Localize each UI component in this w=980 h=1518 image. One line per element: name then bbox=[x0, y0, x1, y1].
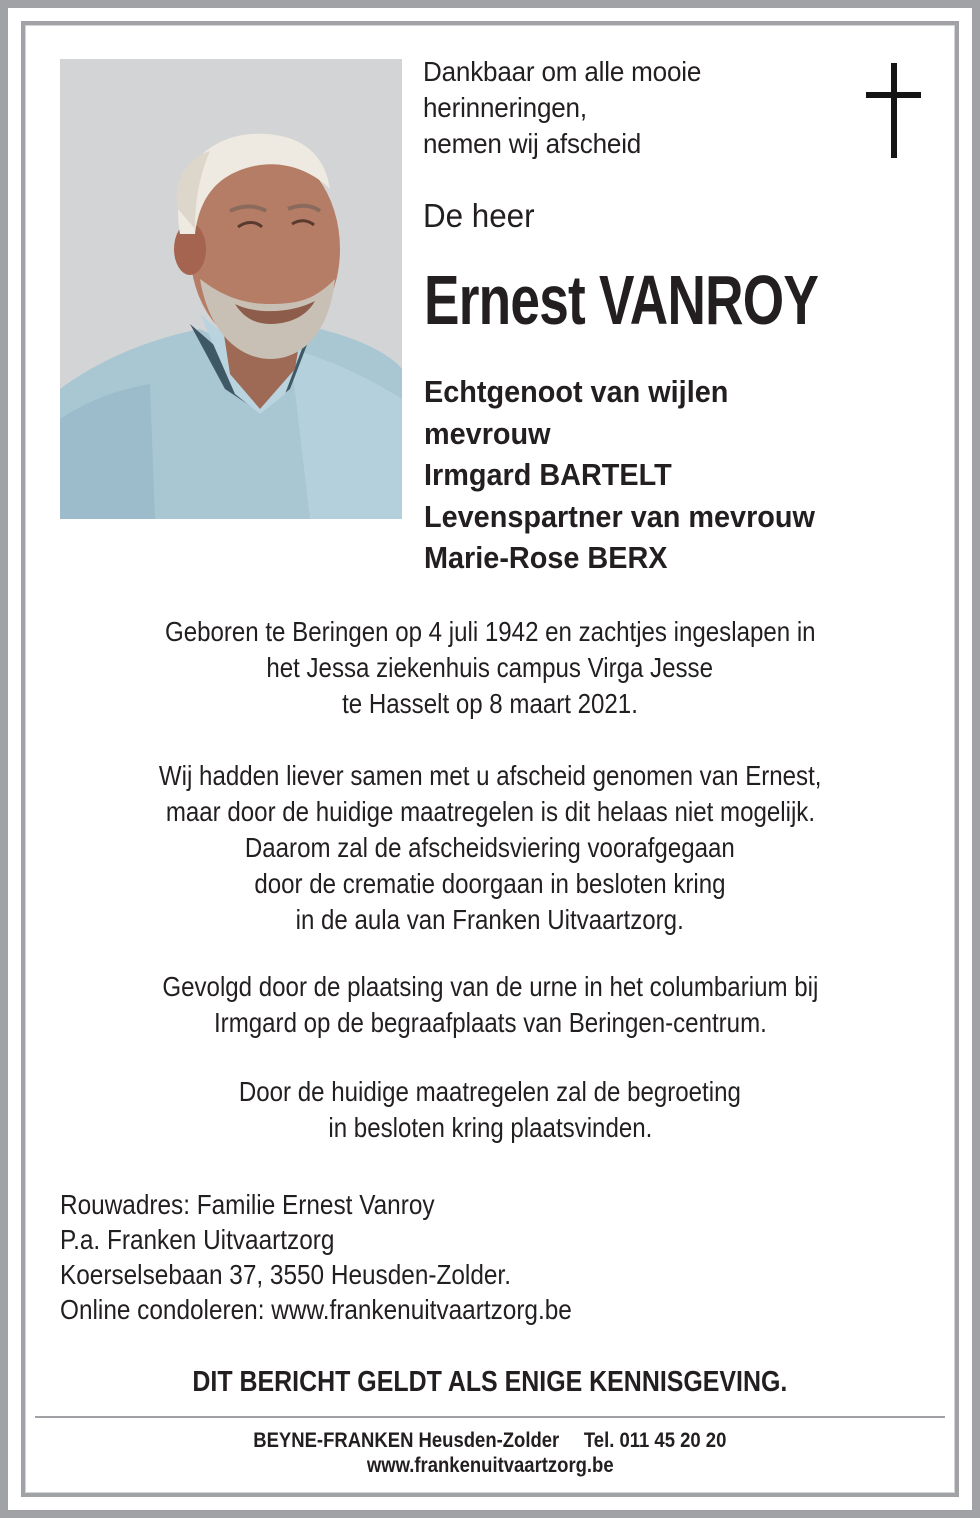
paragraph-line: maar door de huidige maatregelen is dit helaas niet mogelijk. bbox=[165, 796, 815, 827]
salutation: De heer bbox=[423, 197, 535, 234]
relation-line: Irmgard BARTELT bbox=[424, 457, 672, 492]
paragraph-line: door de crematie doorgaan in besloten kring bbox=[254, 868, 726, 899]
paragraph-line: te Hasselt op 8 maart 2021. bbox=[342, 688, 638, 719]
address-line: Koerselsebaan 37, 3550 Heusden-Zolder. bbox=[60, 1259, 511, 1290]
intro-line: herinneringen, bbox=[423, 92, 587, 123]
paragraph-line: in besloten kring plaatsvinden. bbox=[328, 1112, 652, 1143]
condolence-link[interactable]: Online condoleren: www.frankenuitvaartzorg.be bbox=[60, 1294, 572, 1325]
intro-text bbox=[423, 54, 814, 162]
relation-line: Echtgenoot van wijlen bbox=[424, 374, 729, 409]
intro-line: nemen wij afscheid bbox=[423, 128, 642, 159]
relation-line: mevrouw bbox=[424, 415, 551, 451]
ceremony-paragraph bbox=[35, 758, 945, 938]
funeral-home-name: BEYNE-FRANKEN Heusden-Zolder bbox=[253, 1429, 560, 1452]
address-line: P.a. Franken Uitvaartzorg bbox=[60, 1224, 335, 1255]
notice-statement bbox=[35, 1364, 945, 1400]
relations-block bbox=[424, 371, 908, 579]
paragraph-line: Geboren te Beringen op 4 juli 1942 en zachtjes ingeslapen in bbox=[164, 616, 816, 647]
cross-icon bbox=[866, 63, 921, 158]
relation-line: Marie-Rose BERX bbox=[424, 540, 668, 575]
paragraph-line: in de aula van Franken Uitvaartzorg. bbox=[295, 904, 685, 935]
funeral-home-website[interactable]: www.frankenuitvaartzorg.be bbox=[366, 1454, 614, 1477]
portrait-image bbox=[60, 59, 402, 519]
relation-line: Levenspartner van mevrouw bbox=[424, 498, 815, 534]
paragraph-line: Irmgard op de begraafplaats van Beringen-centrum. bbox=[213, 1007, 767, 1038]
footer-divider bbox=[35, 1416, 945, 1418]
footer-contact-line bbox=[253, 1428, 726, 1453]
notice-text: DIT BERICHT GELDT ALS ENIGE KENNISGEVING. bbox=[192, 1366, 788, 1398]
funeral-home-footer bbox=[35, 1428, 945, 1478]
greeting-paragraph bbox=[35, 1074, 945, 1146]
deceased-name: Ernest VANROY bbox=[424, 261, 819, 339]
mourning-address bbox=[60, 1187, 756, 1327]
cross-vertical-bar bbox=[891, 63, 897, 158]
urn-paragraph bbox=[35, 969, 945, 1041]
paragraph-line: Door de huidige maatregelen zal de begroeting bbox=[238, 1076, 741, 1107]
portrait-photo bbox=[60, 59, 402, 519]
intro-line: Dankbaar om alle mooie bbox=[423, 56, 702, 87]
paragraph-line: Gevolgd door de plaatsing van de urne in het columbarium bij bbox=[162, 971, 818, 1002]
paragraph-line: Wij hadden liever samen met u afscheid genomen van Ernest, bbox=[158, 760, 822, 791]
cross-horizontal-bar bbox=[866, 92, 921, 98]
funeral-home-phone[interactable]: Tel. 011 45 20 20 bbox=[584, 1429, 727, 1452]
paragraph-line: Daarom zal de afscheidsviering voorafgegaan bbox=[245, 832, 735, 863]
birth-death-paragraph bbox=[35, 614, 945, 722]
address-line: Rouwadres: Familie Ernest Vanroy bbox=[60, 1189, 435, 1220]
paragraph-line: het Jessa ziekenhuis campus Virga Jesse bbox=[266, 652, 714, 683]
